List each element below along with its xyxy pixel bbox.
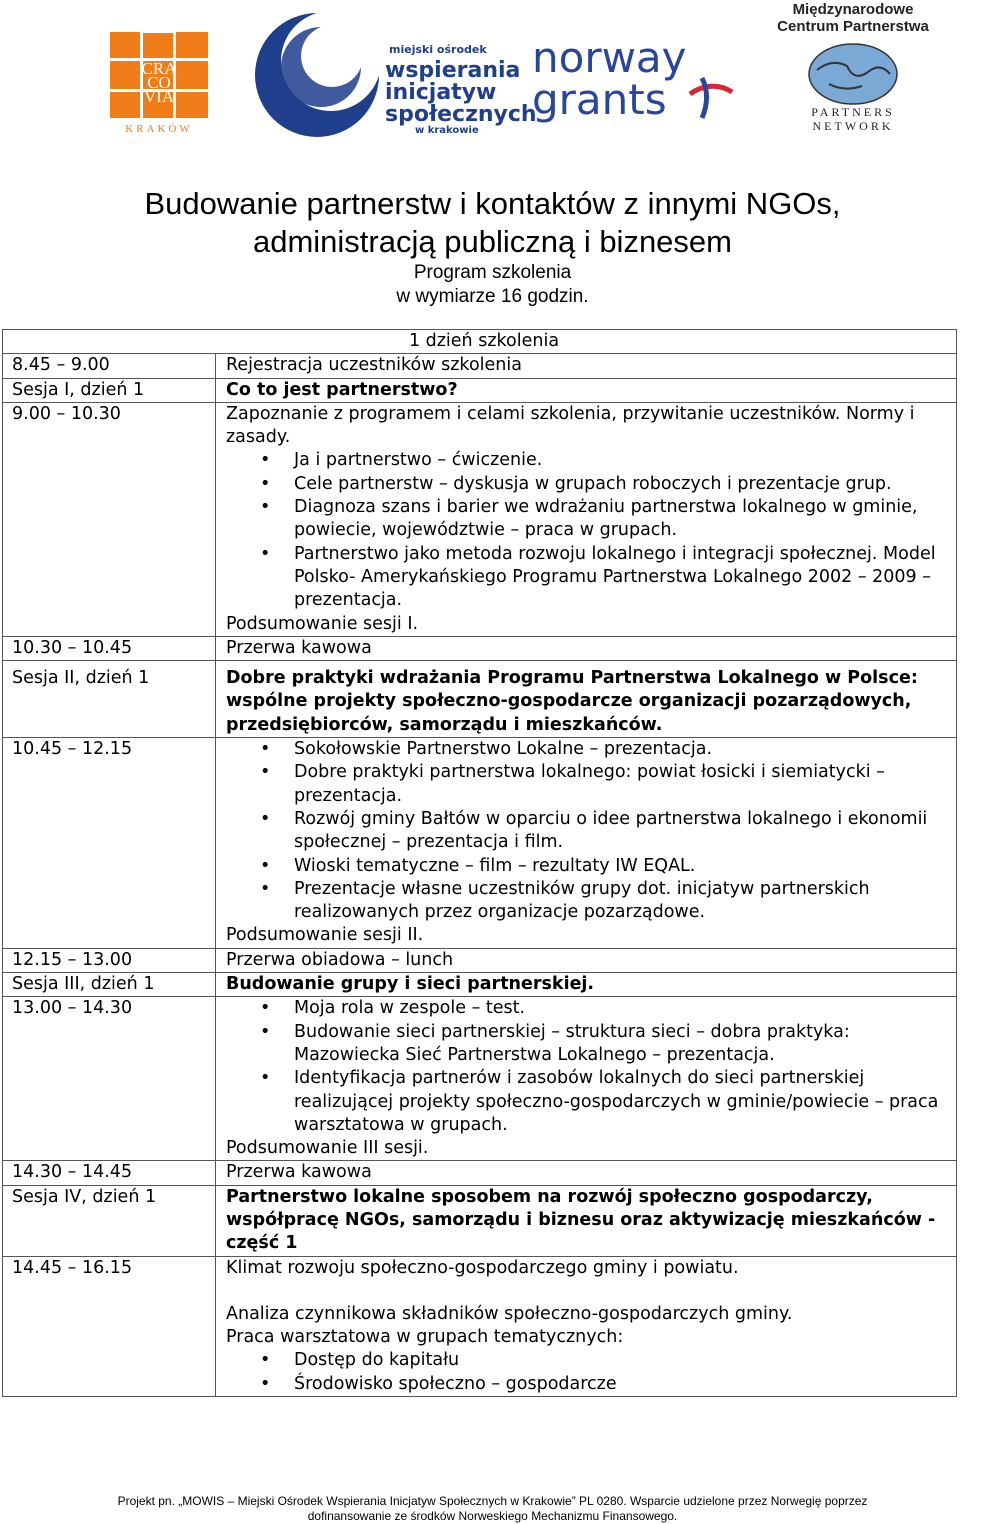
list-item	[260, 878, 956, 925]
spacer	[226, 1280, 956, 1303]
mcp-caption-1: PARTNERS	[811, 105, 895, 119]
list-item-text: Budowanie sieci partnerskiej – struktura sieci – dobra praktyka: Mazowiecka Sieć Partnerstwa Lokalnego – prezentacja.	[294, 1021, 850, 1065]
table-row	[3, 1161, 957, 1185]
mowis-line-1: miejski ośrodek	[389, 43, 487, 56]
cracovia-line-3: VIA	[143, 87, 175, 106]
list-item	[260, 1373, 956, 1396]
list-item-text: Partnerstwo jako metoda rozwoju lokalnego i integracji społecznej. Model Polsko- Amerykańskiego Programu Partnerstwa Lokalnego 2002 – 2009 – prezentacja.	[294, 543, 936, 611]
row-content	[216, 1256, 957, 1396]
row-content	[216, 738, 957, 949]
session-title: Budowanie grupy i sieci partnerskiej.	[226, 974, 595, 995]
table-row	[3, 402, 957, 636]
session-title: Partnerstwo lokalne sposobem na rozwój społeczno gospodarczy, współpracę NGOs, samorządu i biznesu oraz aktywizację mieszkańców - część 1	[226, 1186, 936, 1254]
bullet-icon: •	[260, 762, 271, 783]
program-table	[2, 329, 957, 1397]
table-row	[3, 636, 957, 660]
session-title: Dobre praktyki wdrażania Programu Partnerstwa Lokalnego w Polsce: wspólne projekty społeczno-gospodarcze organizacji pozarządowych, przedsiębiorców, samorządu i mieszkańców.	[226, 668, 918, 735]
bullet-icon: •	[260, 1373, 271, 1394]
list-item	[260, 496, 956, 543]
bullet-icon: •	[260, 497, 271, 518]
row-time: 14.45 – 16.15	[3, 1256, 216, 1396]
row-time: 14.30 – 14.45	[3, 1161, 216, 1185]
title-line-1: Budowanie partnerstw i kontaktów z innymi NGOs,	[144, 186, 841, 221]
bullet-icon: •	[260, 473, 271, 494]
table-row	[3, 378, 957, 402]
mcp-line-2: Centrum Partnerstwa	[777, 18, 929, 35]
list-item-text: Rozwój gminy Bałtów w oparciu o idee partnerstwa lokalnego i ekonomii społecznej – prezentacja i film.	[294, 808, 928, 853]
mowis-line-4: społecznych	[385, 102, 537, 127]
list-item-text: Moja rola w zespole – test.	[294, 998, 526, 1019]
mcp-partners-network-logo	[772, 0, 934, 135]
list-item-text: Diagnoza szans i barier we wdrażaniu partnerstwa lokalnego w gminie, powiecie, województwie – praca w grupach.	[294, 497, 918, 541]
table-row	[3, 948, 957, 972]
day-header-row	[3, 330, 957, 354]
list-item-text: Ja i partnerstwo – ćwiczenie.	[294, 450, 543, 471]
day-header: 1 dzień szkolenia	[3, 330, 957, 354]
list-item-text: Prezentacje własne uczestników grupy dot. inicjatyw partnerskich realizowanych przez organizacje pozarządowe.	[294, 878, 870, 923]
list-item	[260, 855, 956, 878]
list-item-text: Identyfikacja partnerów i zasobów lokalnych do sieci partnerskiej realizującej projekty społeczno-gospodarczych w gminie/powiecie – praca warsztatowa w grupach.	[294, 1068, 939, 1135]
cracovia-caption: KRAKÓW	[125, 123, 193, 135]
norway-grants-logo	[532, 33, 742, 124]
row-content	[216, 997, 957, 1161]
list-item-text: Środowisko społeczno – gospodarcze	[294, 1373, 617, 1394]
session-summary: Podsumowanie III sesji.	[226, 1138, 429, 1159]
bullet-list	[226, 449, 956, 612]
row-time: 8.45 – 9.00	[3, 354, 216, 378]
list-item	[260, 473, 956, 496]
norway-line-2: grants	[532, 75, 667, 124]
row-time: Sesja I, dzień 1	[3, 378, 216, 402]
list-item-text: Wioski tematyczne – film – rezultaty IW EQAL.	[294, 855, 696, 876]
row-time: Sesja IV, dzień 1	[3, 1185, 216, 1256]
mowis-line-5: w krakowie	[415, 125, 479, 136]
title-sub-2: w wymiarze 16 godzin.	[396, 286, 589, 307]
list-item	[260, 449, 956, 472]
document-title	[0, 185, 985, 309]
row-time: 10.30 – 10.45	[3, 636, 216, 660]
table-row	[3, 973, 957, 997]
bullet-icon: •	[260, 998, 271, 1019]
list-item	[260, 1021, 956, 1068]
row-time: Sesja III, dzień 1	[3, 973, 216, 997]
bullet-list	[226, 738, 956, 924]
footer	[0, 1494, 985, 1524]
list-item	[260, 808, 956, 855]
list-item	[260, 997, 956, 1020]
session-summary: Podsumowanie sesji I.	[226, 613, 419, 634]
mowis-line-2: wspierania	[385, 58, 521, 83]
row-line-2: Analiza czynnikowa składników społeczno-gospodarczych gminy.	[226, 1303, 793, 1324]
row-time: 13.00 – 14.30	[3, 997, 216, 1161]
row-time: 10.45 – 12.15	[3, 738, 216, 949]
bullet-icon: •	[260, 450, 271, 471]
bullet-icon: •	[260, 543, 271, 564]
list-item	[260, 543, 956, 613]
mowis-logo	[255, 5, 537, 145]
bullet-icon: •	[260, 1068, 271, 1089]
bullet-icon: •	[260, 739, 271, 760]
bullet-icon: •	[260, 1021, 271, 1042]
list-item	[260, 738, 956, 761]
bullet-list	[226, 1349, 956, 1396]
list-item-text: Cele partnerstw – dyskusja w grupach roboczych i prezentacje grup.	[294, 473, 892, 494]
cracovia-krakow-logo	[108, 30, 210, 136]
bullet-list	[226, 997, 956, 1137]
list-item-text: Dobre praktyki partnerstwa lokalnego: powiat łosicki i siemiatycki – prezentacja.	[294, 762, 885, 806]
title-sub-1: Program szkolenia	[413, 262, 572, 283]
row-content: Rejestracja uczestników szkolenia	[216, 354, 957, 378]
row-content: Przerwa kawowa	[216, 636, 957, 660]
session-summary: Podsumowanie sesji II.	[226, 925, 424, 946]
mowis-line-3: inicjatyw	[385, 80, 497, 105]
list-item-text: Dostęp do kapitału	[294, 1350, 460, 1371]
row-content	[216, 402, 957, 636]
table-row	[3, 1185, 957, 1256]
row-content: Przerwa kawowa	[216, 1161, 957, 1185]
row-time: 12.15 – 13.00	[3, 948, 216, 972]
row-line-1: Klimat rozwoju społeczno-gospodarczego gminy i powiatu.	[226, 1257, 739, 1278]
title-line-2: administracją publiczną i biznesem	[252, 224, 732, 259]
list-item-text: Sokołowskie Partnerstwo Lokalne – prezentacja.	[294, 739, 713, 760]
bullet-icon: •	[260, 878, 271, 899]
row-time: Sesja II, dzień 1	[3, 661, 216, 738]
list-item	[260, 1349, 956, 1372]
table-row	[3, 661, 957, 738]
footer-line-2: dofinansowanie ze środków Norweskiego Mechanizmu Finansowego.	[307, 1509, 678, 1523]
norway-line-1: norway	[532, 33, 687, 82]
table-row	[3, 1256, 957, 1396]
mcp-caption-2: NETWORK	[812, 119, 894, 133]
cracovia-line-2: CO	[147, 73, 171, 92]
table-row	[3, 997, 957, 1161]
cracovia-line-1: CRA	[141, 59, 177, 78]
row-content: Przerwa obiadowa – lunch	[216, 948, 957, 972]
list-item	[260, 761, 956, 808]
session-title: Co to jest partnerstwo?	[226, 379, 458, 400]
bullet-icon: •	[260, 808, 271, 829]
table-row	[3, 354, 957, 378]
bullet-icon: •	[260, 855, 271, 876]
list-item	[260, 1067, 956, 1137]
bullet-icon: •	[260, 1350, 271, 1371]
footer-line-1: Projekt pn. „MOWIS – Miejski Ośrodek Wspierania Inicjatyw Społecznych w Krakowie” PL 0280. Wsparcie udzielone przez Norwegię poprzez	[117, 1494, 868, 1508]
logo-bar	[0, 0, 960, 150]
row-time: 9.00 – 10.30	[3, 402, 216, 636]
table-row	[3, 738, 957, 949]
row-intro: Zapoznanie z programem i celami szkolenia, przywitanie uczestników. Normy i zasady.	[226, 403, 915, 448]
row-line-3: Praca warsztatowa w grupach tematycznych:	[226, 1327, 624, 1348]
mcp-line-1: Międzynarodowe	[792, 1, 914, 18]
